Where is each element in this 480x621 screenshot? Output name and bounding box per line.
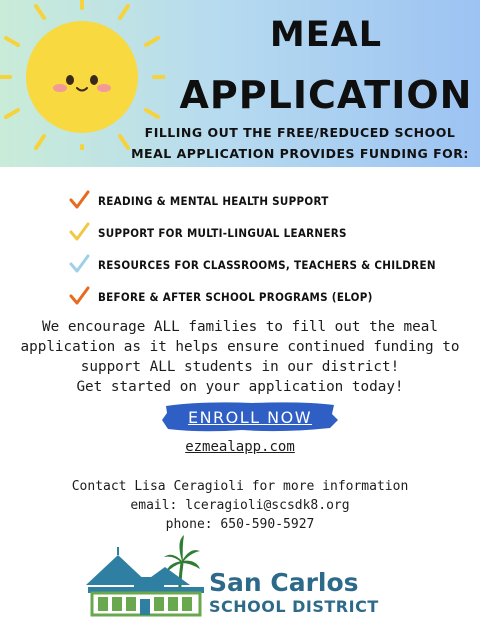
subtitle-line1: FILLING OUT THE FREE/REDUCED SCHOOL (144, 125, 456, 140)
list-item (68, 286, 468, 308)
check-icon (68, 286, 90, 306)
list-item (68, 222, 468, 244)
district-logo-name: San Carlos (209, 568, 359, 597)
check-icon (68, 190, 90, 210)
list-item (68, 190, 468, 212)
check-icon (68, 222, 90, 242)
header-banner (0, 0, 480, 167)
benefit-label: SUPPORT FOR MULTI-LINGUAL LEARNERS (98, 226, 347, 240)
check-icon (68, 254, 90, 274)
benefit-label: RESOURCES FOR CLASSROOMS, TEACHERS & CHILDREN (98, 258, 436, 272)
benefit-label: READING & MENTAL HEALTH SUPPORT (98, 194, 329, 208)
page-title-line1: MEAL (269, 15, 383, 55)
school-building-logo-icon (80, 533, 210, 618)
message-line1: We encourage ALL families to fill out the meal (42, 319, 438, 335)
contact-phone[interactable]: phone: 650-590-5927 (165, 517, 315, 532)
contact-info-line: Contact Lisa Ceragioli for more information (71, 479, 409, 494)
page-title-line2: APPLICATION (179, 73, 473, 117)
contact-email[interactable]: email: lceragioli@scsdk8.org (130, 498, 350, 513)
message-line3: support ALL students in our district! (80, 359, 400, 375)
district-logo-subname: SCHOOL DISTRICT (209, 597, 379, 616)
ezmealapp-link[interactable]: ezmealapp.com (185, 439, 295, 455)
benefit-label: BEFORE & AFTER SCHOOL PROGRAMS (ELOP) (98, 290, 373, 304)
enroll-now-button[interactable] (162, 400, 338, 433)
message-line2: application as it helps ensure continued funding to (20, 339, 460, 355)
subtitle-line2: MEAL APPLICATION PROVIDES FUNDING FOR: (131, 146, 469, 161)
list-item (68, 254, 468, 276)
enroll-now-label: ENROLL NOW (187, 408, 313, 427)
message-line4: Get started on your application today! (76, 379, 404, 395)
